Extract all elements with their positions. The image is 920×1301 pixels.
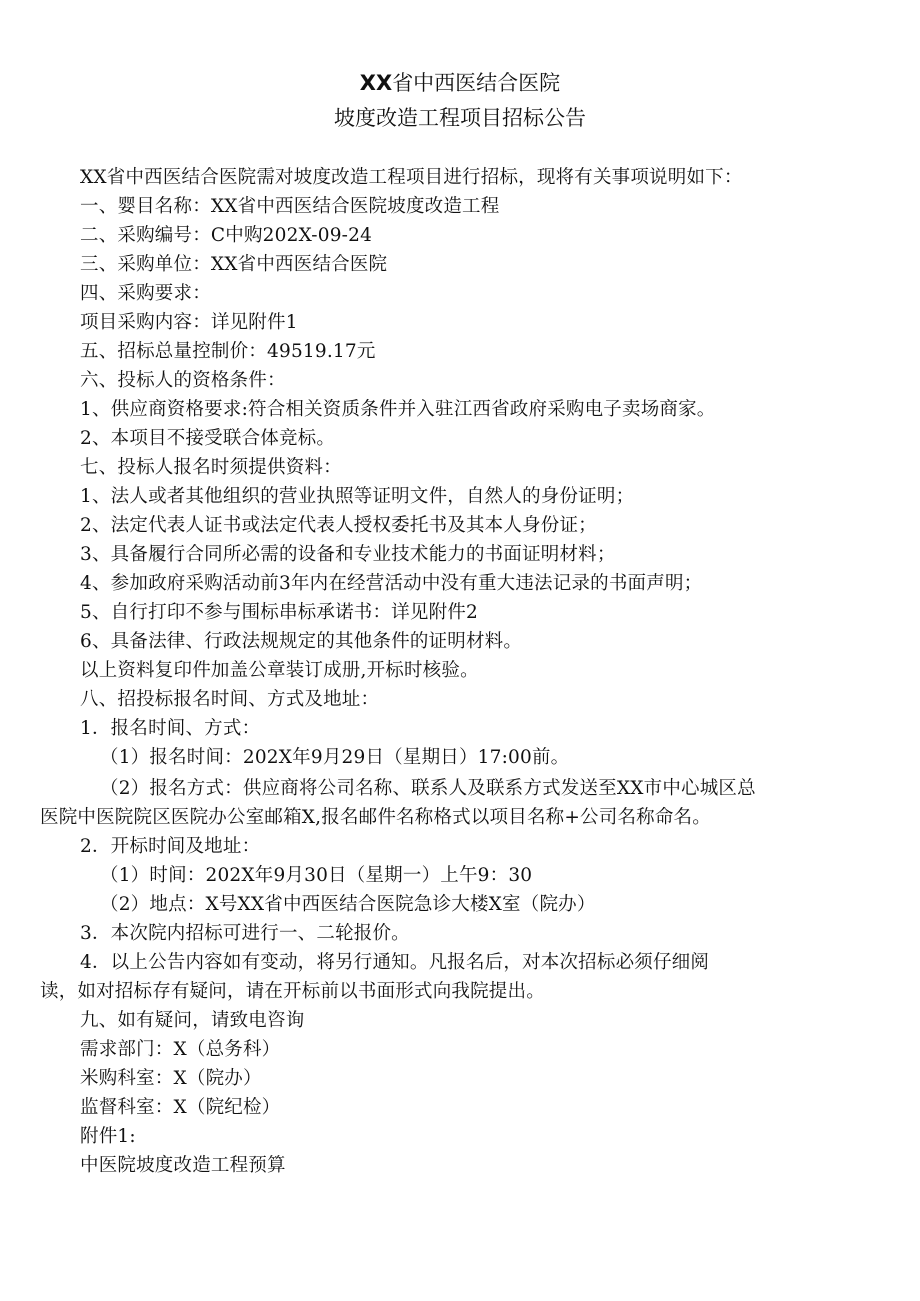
opening-location: （2）地点：X号XX省中西医结合医院急诊大楼X室（院办） — [100, 894, 596, 915]
document-item-5: 5、自行打印不参与围标串标承诺书：详见附件2 — [80, 602, 478, 623]
document-item-1: 1、法人或者其他组织的营业执照等证明文件，自然人的身份证明； — [80, 486, 635, 507]
section-requirements: 四、采购要求： — [80, 283, 211, 304]
title-rest: 省中西医结合医院 — [392, 71, 561, 95]
qualification-item-1: 1、供应商资格要求:符合相关资质条件并入驻江西省政府采购电子卖场商家。 — [80, 399, 716, 420]
section-qualifications: 六、投标人的资格条件： — [80, 370, 286, 391]
registration-time: （1）报名时间：202X年9月29日（星期日）17:00前。 — [100, 747, 570, 768]
document-item-6: 6、具备法律、行政法规规定的其他条件的证明材料。 — [80, 631, 523, 652]
document-item-2: 2、法定代表人证书或法定代表人授权委托书及其本人身份证； — [80, 515, 597, 536]
section-purchaser: 三、采购单位：XX省中西医结合医院 — [80, 254, 388, 275]
attachment-label: 附件1: — [80, 1126, 136, 1147]
registration-method-line2: 医院中医院院区医院办公室邮箱X,报名邮件名称格式以项目名称+公司名称命名。 — [40, 807, 711, 828]
contact-purchase-dept: 米购科室：X（院办） — [80, 1068, 262, 1089]
section-contact: 九、如有疑问，请致电咨询 — [80, 1010, 305, 1031]
intro-paragraph: XX省中西医结合医院需对坡度改造工程项目进行招标，现将有关事项说明如下： — [80, 167, 743, 188]
section-price-cap: 五、招标总量控制价：49519.17元 — [80, 341, 376, 362]
qualification-item-2: 2、本项目不接受联合体竞标。 — [80, 428, 336, 449]
opening-time: （1）时间：202X年9月30日（星期一）上午9：30 — [100, 865, 533, 886]
registration-item-2: 2．开标时间及地址： — [80, 836, 261, 857]
registration-item-4-line1: 4．以上公告内容如有变动，将另行通知。凡报名后，对本次招标必须仔细阅 — [80, 952, 710, 973]
registration-method-line1: （2）报名方式：供应商将公司名称、联系人及联系方式发送至XX市中心城区总 — [100, 778, 756, 799]
section-registration: 八、招投标报名时间、方式及地址： — [80, 689, 380, 710]
section-documents: 七、投标人报名时须提供资料： — [80, 457, 342, 478]
section-purchase-number: 二、采购编号：C中购202X-09-24 — [80, 225, 373, 246]
contact-supervision-dept: 监督科室：X（院纪检） — [80, 1097, 281, 1118]
registration-item-4-line2: 读，如对招标存有疑问，请在开标前以书面形式向我院提出。 — [40, 981, 545, 1002]
contact-demand-dept: 需求部门：X（总务科） — [80, 1039, 281, 1060]
registration-item-1: 1．报名时间、方式： — [80, 718, 261, 739]
document-title-line1 — [0, 68, 920, 98]
document-item-4: 4、参加政府采购活动前3年内在经营活动中没有重大违法记录的书面声明； — [80, 573, 703, 594]
documents-note: 以上资料复印件加盖公章装订成册,开标时核验。 — [80, 660, 479, 681]
title-prefix: XX — [359, 71, 393, 95]
attachment-title: 中医院坡度改造工程预算 — [80, 1155, 286, 1176]
requirements-content: 项目采购内容：详见附件1 — [80, 312, 298, 333]
section-project-name: 一、婴目名称：XX省中西医结合医院坡度改造工程 — [80, 196, 500, 217]
document-title-line2: 坡度改造工程项目招标公告 — [334, 106, 586, 130]
registration-item-3: 3．本次院内招标可进行一、二轮报价。 — [80, 923, 410, 944]
document-item-3: 3、具备履行合同所必需的设备和专业技术能力的书面证明材料； — [80, 544, 616, 565]
